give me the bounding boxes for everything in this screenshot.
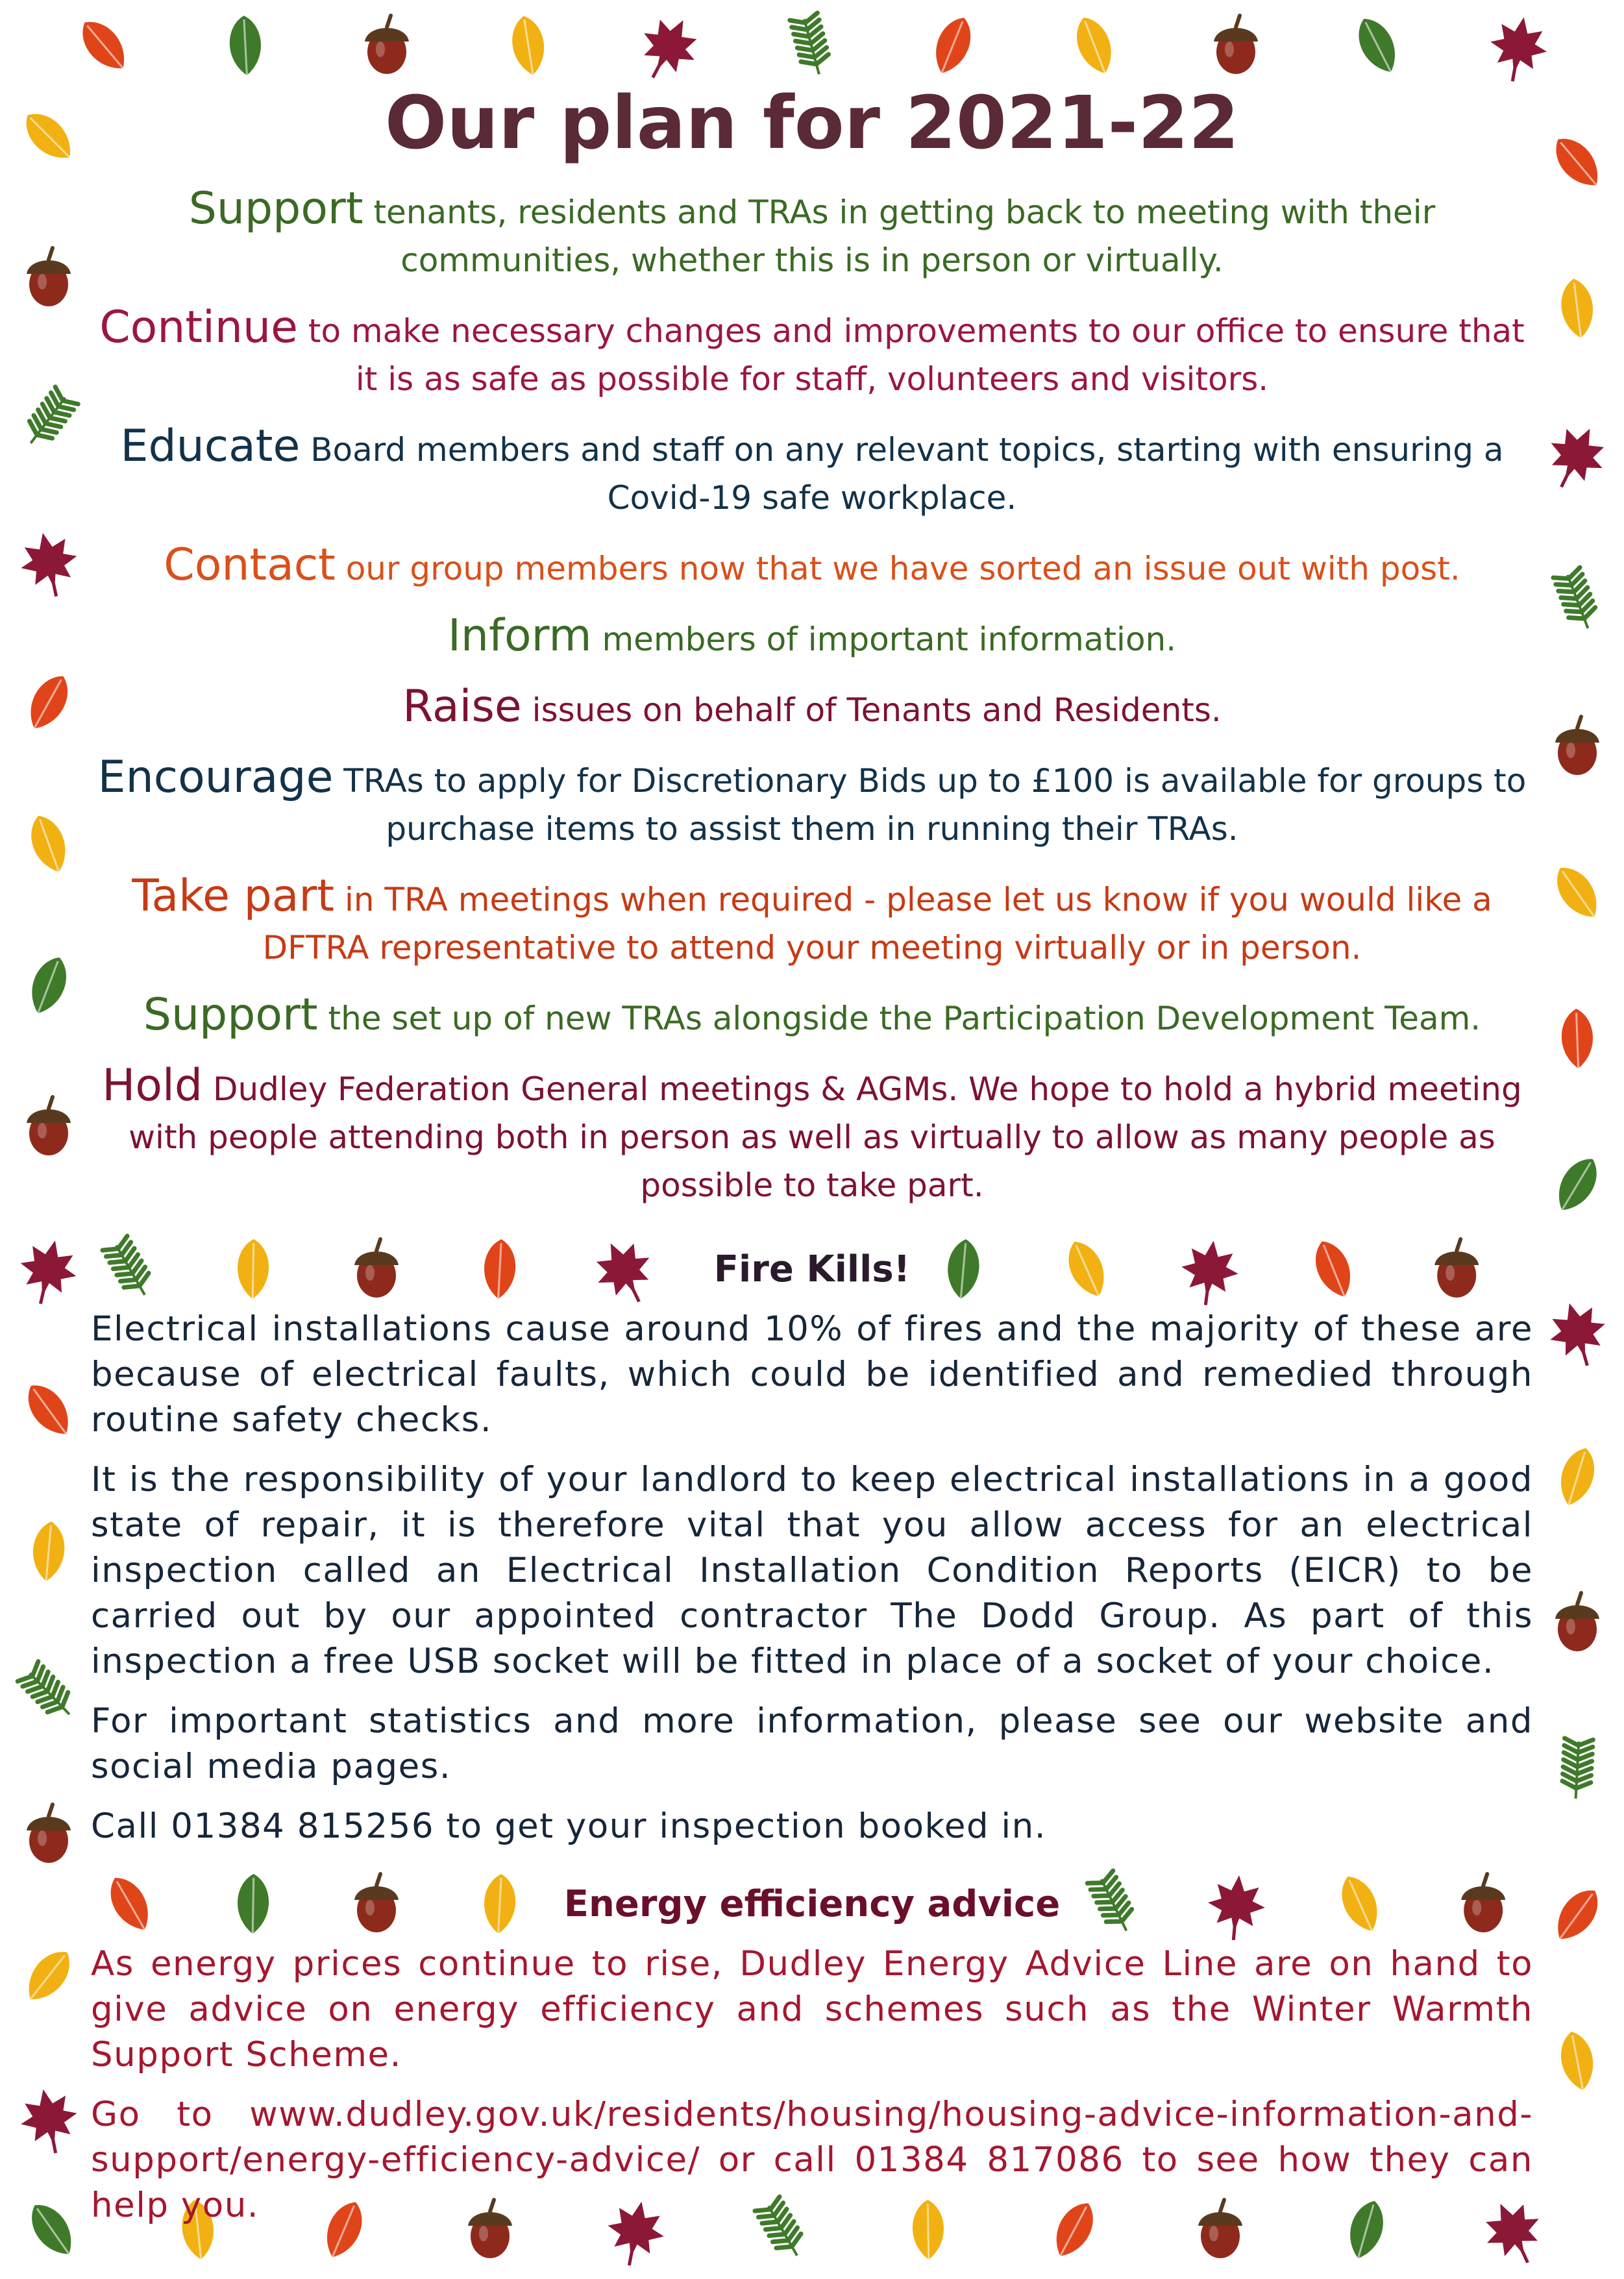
plan-item: [91, 304, 1533, 403]
acorn-icon: [27, 1805, 71, 1863]
fern-leaf-icon: [790, 13, 833, 78]
plan-item-text: in TRA meetings when required - please let us know if you would like a DFTRA representative to attend your meeting virtually or in person.: [262, 881, 1492, 967]
plan-item-text: members of important information.: [591, 621, 1177, 658]
acorn-icon: [1555, 1593, 1599, 1651]
fire-paragraph-2: It is the responsibility of your landlord to keep electrical installations in a good state of repair, it is therefore vital that you allow access for an electrical inspection called an Electrical Installation Condition Reports (EICR) to be carried out by our appointed contractor The Dodd Group. As part of this inspection a free USB socket will be fitted in place of a socket of your choice.: [91, 1460, 1533, 1681]
yellow-leaf-icon: [1069, 12, 1122, 84]
fern-leaf-icon: [18, 1662, 80, 1725]
maple-leaf-icon: [1542, 1296, 1615, 1374]
plan-item-text: the set up of new TRAs alongside the Participation Development Team.: [317, 1000, 1481, 1037]
yellow-leaf-icon: [1547, 859, 1610, 930]
yellow-leaf-icon: [508, 14, 549, 82]
energy-heading-row: [91, 1864, 1533, 1941]
plan-item: [91, 1062, 1533, 1209]
plan-item-keyword: Contact: [164, 539, 336, 591]
green-leaf-icon: [21, 952, 74, 1024]
plan-item-keyword: Encourage: [97, 752, 334, 803]
green-leaf-icon: [22, 2197, 85, 2267]
plan-item-keyword: Support: [143, 989, 318, 1041]
green-leaf-icon: [228, 15, 263, 81]
page-title: Our plan for 2021-22: [385, 81, 1239, 166]
orange-leaf-icon: [18, 669, 77, 741]
orange-leaf-icon: [1560, 1008, 1594, 1074]
plan-item-text: Dudley Federation General meetings & AGMs. We hope to hold a hybrid meeting with people attending both in person as well as virtually to allow as many people as possible to take part.: [129, 1070, 1522, 1204]
plan-item-text: our group members now that we have sorted an issue out with post.: [335, 550, 1460, 587]
yellow-leaf-icon: [1556, 2028, 1599, 2098]
maple-leaf-icon: [15, 2084, 83, 2158]
yellow-leaf-icon: [30, 1520, 67, 1588]
fire-heading: Fire Kills!: [700, 1248, 924, 1290]
plan-item-keyword: Take part: [132, 870, 335, 922]
plan-item: [91, 991, 1533, 1042]
green-leaf-icon: [1546, 1151, 1606, 1222]
yellow-leaf-icon: [15, 1943, 79, 2013]
plan-item: [91, 872, 1533, 972]
plan-item-keyword: Hold: [102, 1060, 203, 1111]
plan-item-keyword: Continue: [99, 302, 298, 353]
plan-item: [91, 754, 1533, 853]
plan-item-keyword: Raise: [402, 681, 522, 732]
fern-leaf-icon: [19, 387, 79, 452]
plan-item: [91, 541, 1533, 593]
energy-paragraph-2: Go to www.dudley.gov.uk/residents/housing/housing-advice-information-and-support/energy-efficiency-advice/ or call 01384 817086 to see how they can help you.: [91, 2095, 1533, 2225]
orange-leaf-icon: [19, 1377, 82, 1447]
plan-item-text: Board members and staff on any relevant topics, starting with ensuring a Covid-19 safe workplace.: [300, 431, 1504, 517]
orange-leaf-icon: [925, 12, 978, 84]
orange-leaf-icon: [73, 12, 138, 82]
green-leaf-icon: [1350, 12, 1407, 84]
page-content: [91, 81, 1533, 2243]
yellow-leaf-icon: [24, 811, 75, 882]
energy-paragraph-1: As energy prices continue to rise, Dudley Energy Advice Line are on hand to give advice on energy efficiency and schemes such as the Winter Warmth Support Scheme.: [91, 1944, 1533, 2075]
plan-item-keyword: Educate: [120, 421, 301, 472]
plan-item: [91, 423, 1533, 522]
orange-leaf-icon: [1546, 129, 1612, 199]
yellow-leaf-icon: [16, 104, 84, 172]
maple-leaf-icon: [15, 527, 84, 602]
acorn-icon: [1214, 16, 1258, 74]
maple-leaf-icon: [1484, 12, 1552, 86]
yellow-leaf-icon: [1552, 1444, 1601, 1515]
acorn-icon: [27, 1097, 71, 1155]
plan-list: [91, 185, 1533, 1209]
energy-heading: Energy efficiency advice: [550, 1883, 1074, 1925]
fern-leaf-icon: [1553, 567, 1601, 634]
acorn-icon: [1555, 717, 1599, 775]
plan-item: [91, 185, 1533, 284]
maple-leaf-icon: [13, 1234, 83, 1310]
acorn-icon: [365, 16, 409, 74]
plan-item-text: issues on behalf of Tenants and Residents.: [521, 691, 1222, 729]
yellow-leaf-icon: [1558, 277, 1597, 345]
orange-leaf-icon: [1544, 1882, 1608, 1953]
plan-item-text: tenants, residents and TRAs in getting back to meeting with their communities, whether this is in person or virtually.: [363, 193, 1436, 279]
plan-item: [91, 683, 1533, 734]
plan-item: [91, 612, 1533, 663]
fire-paragraph-1: Electrical installations cause around 10% of fires and the majority of these are because of electrical faults, which could be identified and remedied through routine safety checks.: [91, 1309, 1533, 1440]
plan-item-keyword: Inform: [447, 610, 592, 661]
plan-item-text: to make necessary changes and improvements to our office to ensure that it is as safe as possible for staff, volunteers and visitors.: [297, 312, 1525, 398]
fern-leaf-icon: [1562, 1738, 1593, 1799]
acorn-icon: [27, 248, 71, 306]
plan-item-text: TRAs to apply for Discretionary Bids up to £100 is available for groups to purchase items to assist them in running their TRAs.: [333, 762, 1527, 848]
fire-paragraph-3: For important statistics and more information, please see our website and social media pages.: [91, 1701, 1533, 1786]
plan-item-keyword: Support: [188, 183, 363, 234]
maple-leaf-icon: [1536, 416, 1616, 499]
fire-heading-row: [91, 1229, 1533, 1307]
maple-leaf-icon: [628, 6, 709, 91]
fire-paragraph-4: Call 01384 815256 to get your inspection booked in.: [91, 1806, 1047, 1846]
